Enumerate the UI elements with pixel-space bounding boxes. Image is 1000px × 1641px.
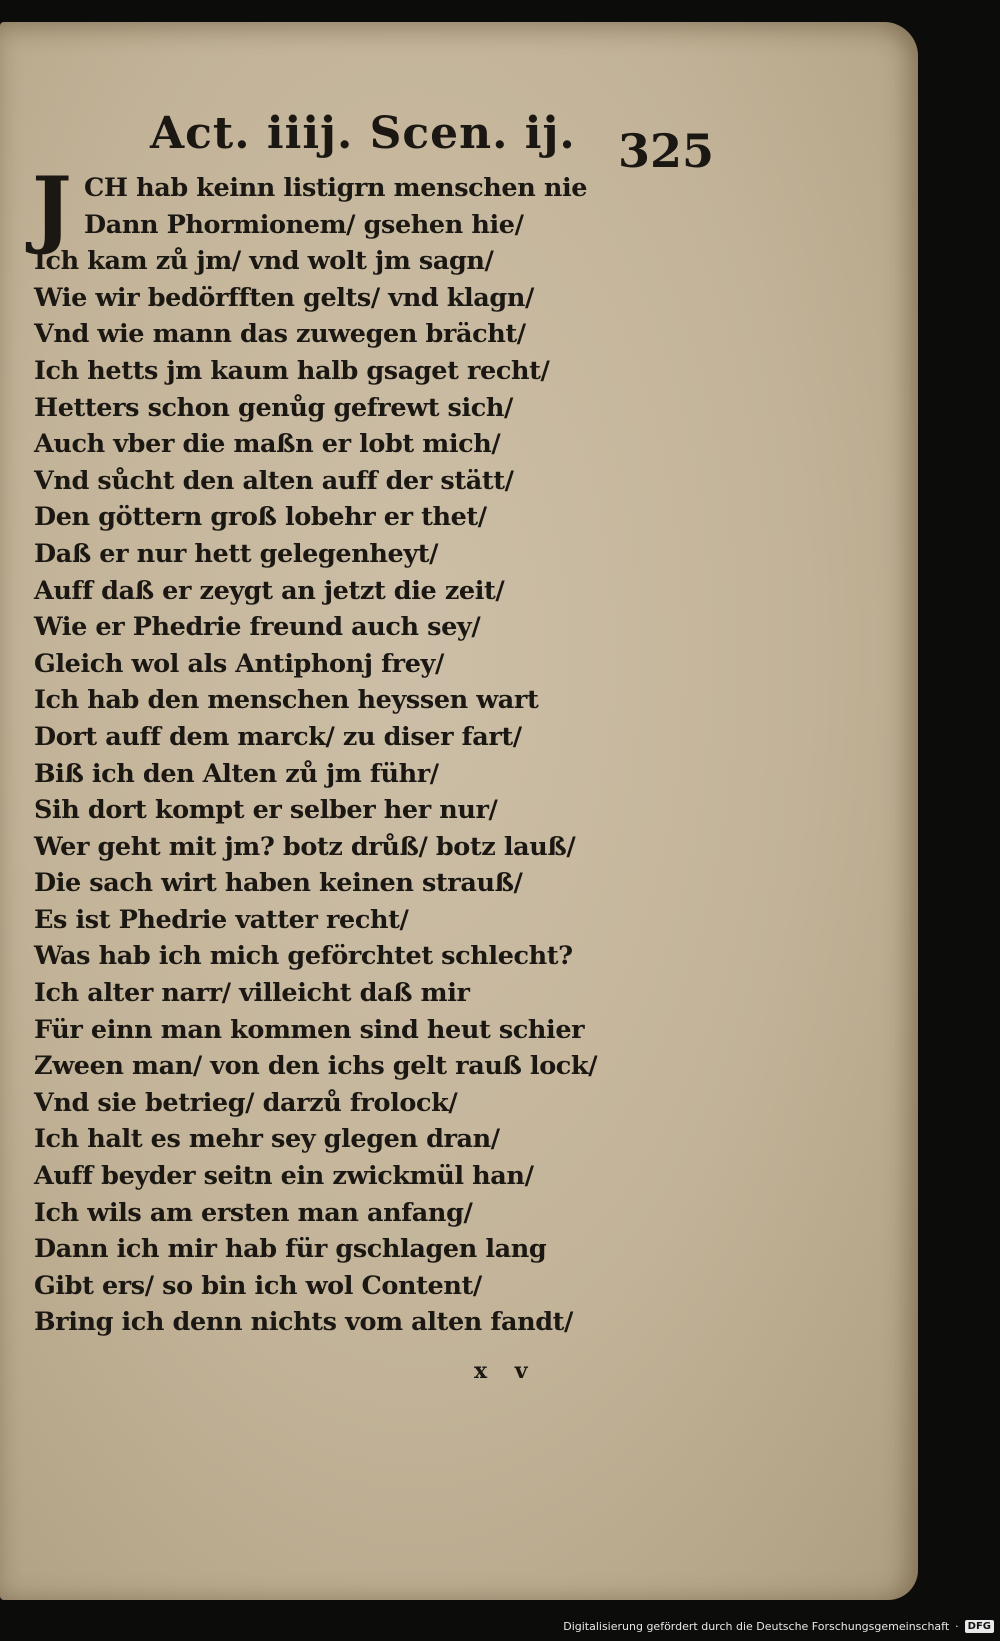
verse-line-first: CH hab keinn listigrn menschen nie <box>84 173 588 203</box>
verse-line: Vnd wie mann das zuwegen brächt/ <box>34 319 526 350</box>
verse-list <box>34 170 674 1341</box>
verse-line: Dann Phormionem/ gsehen hie/ <box>84 209 524 240</box>
verse-line: Gleich wol als Antiphonj frey/ <box>34 648 444 679</box>
verse-line: Den göttern groß lobehr er thet/ <box>34 502 487 533</box>
verse-line: Dort auff dem marck/ zu diser fart/ <box>34 721 522 752</box>
verse-line: Für einn man kommen sind heut schier <box>34 1014 585 1045</box>
verse-line: Vnd sůcht den alten auff der stätt/ <box>34 465 514 496</box>
verse-line: Gibt ers/ so bin ich wol Content/ <box>34 1270 482 1301</box>
verse-line: Ich kam zů jm/ vnd wolt jm sagn/ <box>34 246 494 277</box>
verse-line: Die sach wirt haben keinen strauß/ <box>34 868 523 899</box>
verse-line: Auff beyder seitn ein zwickmül han/ <box>34 1161 534 1192</box>
running-head: Act. iiij. Scen. ij. <box>150 108 576 159</box>
verse-line: Sih dort kompt er selber her nur/ <box>34 795 498 826</box>
verse-line: Daß er nur hett gelegenheyt/ <box>34 538 439 569</box>
verse-line: Bring ich denn nichts vom alten fandt/ <box>34 1307 573 1338</box>
verse-line: Dann ich mir hab für gschlagen lang <box>34 1234 547 1265</box>
verse-line: Ich halt es mehr sey glegen dran/ <box>34 1124 500 1155</box>
verse-line: Biß ich den Alten zů jm führ/ <box>34 758 439 789</box>
verse-line: Wie er Phedrie freund auch sey/ <box>34 612 481 643</box>
verse-line: Ich hab den menschen heyssen wart <box>34 685 539 716</box>
verse-line: Es ist Phedrie vatter recht/ <box>34 904 409 935</box>
verse-line: Auff daß er zeygt an jetzt die zeit/ <box>34 575 505 606</box>
verse-line: Wer geht mit jm? botz drůß/ botz lauß/ <box>34 831 576 862</box>
verse-line: Hetters schon genůg gefrewt sich/ <box>34 392 513 423</box>
verse-line: Vnd sie betrieg/ darzů frolock/ <box>34 1087 458 1118</box>
verse-line: Zween man/ von den ichs gelt rauß lock/ <box>34 1051 598 1082</box>
verse-line: Ich wils am ersten man anfang/ <box>34 1197 473 1228</box>
credit-text: Digitalisierung gefördert durch die Deutsche Forschungsgemeinschaft <box>563 1619 950 1633</box>
digitization-credit: Digitalisierung gefördert durch die Deutsche Forschungsgemeinschaft · DFG <box>563 1617 994 1635</box>
verse-line: Ich hetts jm kaum halb gsaget recht/ <box>34 355 550 386</box>
verse-line: Auch vber die maßn er lobt mich/ <box>34 429 501 460</box>
verse-line: Ich alter narr/ villeicht daß mir <box>34 978 470 1009</box>
dfg-logo-icon: DFG <box>965 1620 994 1633</box>
page-number: 325 <box>618 124 715 178</box>
verse-line: Wie wir bedörfften gelts/ vnd klagn/ <box>34 282 534 313</box>
signature-mark: x v <box>474 1358 538 1384</box>
verse-line: Was hab ich mich geförchtet schlecht? <box>34 941 573 972</box>
drop-cap: J <box>32 158 72 257</box>
